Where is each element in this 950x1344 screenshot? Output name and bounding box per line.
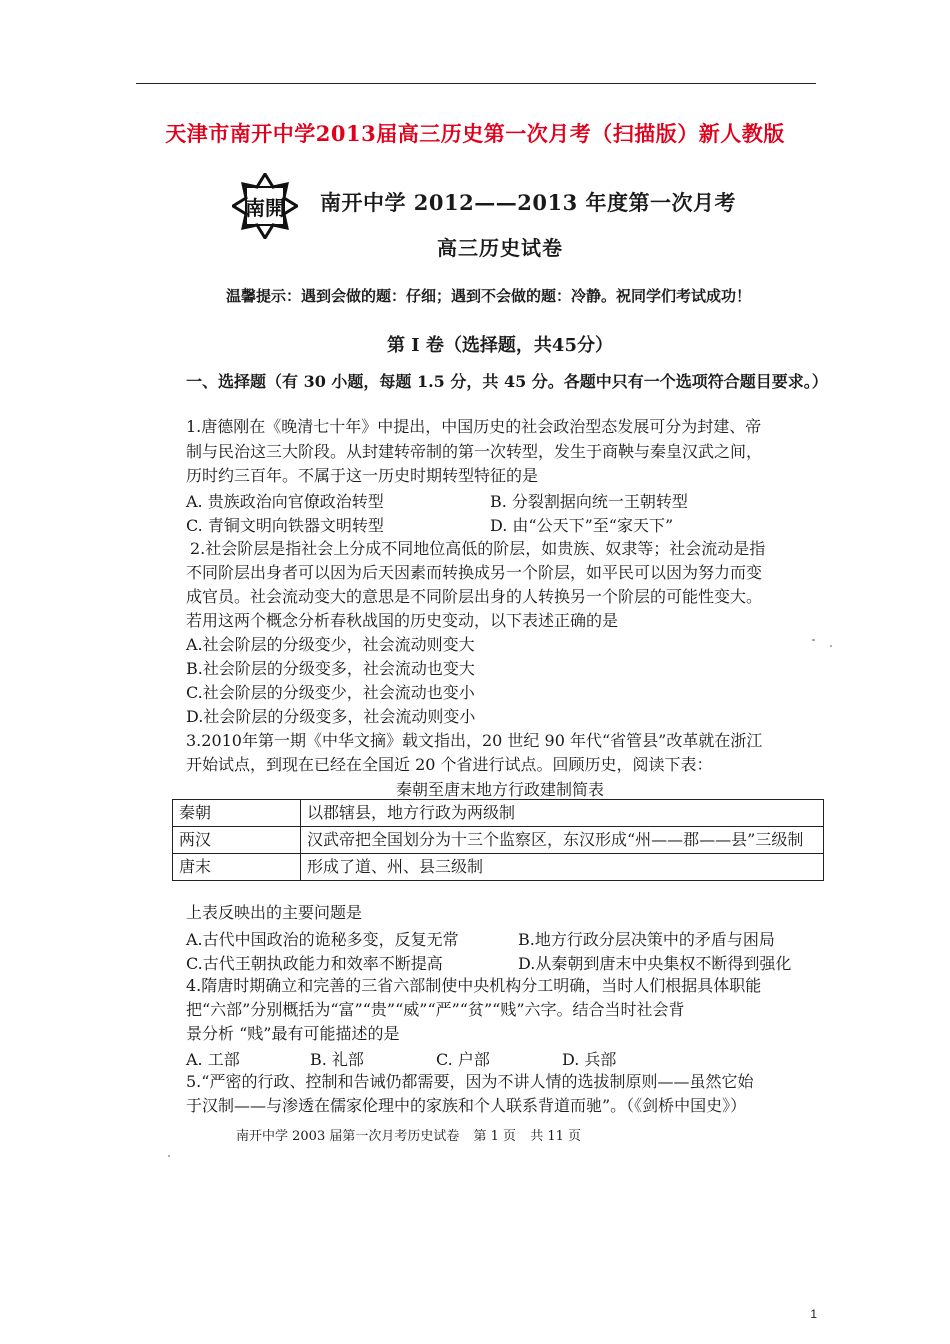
- table-cell-content: 汉武帝把全国划分为十三个监察区，东汉形成“州——郡——县”三级制: [301, 827, 824, 854]
- scanned-exam-page: [150, 165, 850, 1185]
- q1-option-d: D. 由“公天下”至“家天下”: [490, 516, 674, 535]
- q2-option-d: D.社会阶层的分级变多，社会流动则变小: [186, 707, 476, 726]
- q5-line-1: 5.“严密的行政、控制和告诫仍都需要，因为不讲人情的选拔制原则——虽然它始: [186, 1072, 754, 1091]
- q1-option-a: A. 贵族政治向官僚政治转型: [186, 492, 384, 511]
- q1-option-b: B. 分裂割据向统一王朝转型: [490, 492, 688, 511]
- q1-line-3: 历时约三百年。不属于这一历史时期转型特征的是: [186, 466, 539, 485]
- section-title: 第 I 卷（选择题，共45分）: [386, 335, 613, 356]
- q2-line-4: 若用这两个概念分析春秋战国的历史变动，以下表述正确的是: [186, 611, 619, 630]
- q2-option-c: C.社会阶层的分级变少，社会流动也变小: [186, 683, 475, 702]
- table-cell-period: 秦朝: [173, 800, 301, 827]
- table-row: [173, 854, 824, 881]
- scan-speck: [812, 639, 815, 641]
- q4-option-c: C. 户部: [436, 1050, 490, 1069]
- footer-label: 南开中学 2003 届第一次月考历史试卷: [236, 1129, 460, 1144]
- q4-option-b: B. 礼部: [310, 1050, 364, 1069]
- q3-option-d: D.从秦朝到唐末中央集权不断得到强化: [518, 954, 792, 973]
- q4-line-3: 景分析 “贱”最有可能描述的是: [186, 1024, 400, 1043]
- footer-page: 第 1 页: [473, 1129, 517, 1144]
- q3-line-2: 开始试点，到现在已经在全国近 20 个省进行试点。回顾历史，阅读下表：: [186, 755, 713, 774]
- q4-line-2: 把“六部”分别概括为“富”“贵”“威”“严”“贫”“贱”六字。结合当时社会背: [186, 1000, 685, 1019]
- q2-line-2: 不同阶层出身者可以因为后天因素而转换成另一个阶层，如平民可以因为努力而变: [186, 563, 763, 582]
- q5-line-2: 于汉制——与渗透在儒家伦理中的家族和个人联系背道而驰”。（《剑桥中国史》）: [186, 1096, 747, 1115]
- table-row: [173, 800, 824, 827]
- q3-option-b: B.地方行政分层决策中的矛盾与困局: [518, 930, 775, 949]
- q3-question: 上表反映出的主要问题是: [186, 903, 363, 922]
- q4-option-d: D. 兵部: [562, 1050, 617, 1069]
- q2-line-1: 2.社会阶层是指社会上分成不同地位高低的阶层，如贵族、奴隶等；社会流动是指: [190, 539, 766, 558]
- table-cell-content: 形成了道、州、县三级制: [301, 854, 824, 881]
- table-cell-content: 以郡辖县，地方行政为两级制: [301, 800, 824, 827]
- subject-title: 高三历史试卷: [437, 236, 563, 260]
- exam-title: 南开中学 2012——2013 年度第一次月考: [320, 190, 737, 215]
- q1-line-2: 制与民治这三大阶段。从封建转帝制的第一次转型，发生于商鞅与秦皇汉武之间，: [186, 442, 763, 461]
- q2-line-3: 成官员。社会流动变大的意思是不同阶层出身的人转换另一个阶层的可能性变大。: [186, 587, 763, 606]
- table-caption: 秦朝至唐末地方行政建制简表: [395, 780, 604, 799]
- q4-option-a: A. 工部: [186, 1050, 240, 1069]
- header-rule: [136, 83, 816, 84]
- admin-system-table: [172, 799, 824, 881]
- table-row: [173, 827, 824, 854]
- q2-option-b: B.社会阶层的分级变多，社会流动也变大: [186, 659, 475, 678]
- page-number: 1: [810, 1307, 817, 1321]
- table-cell-period: 唐末: [173, 854, 301, 881]
- q3-option-c: C.古代王朝执政能力和效率不断提高: [186, 954, 443, 973]
- table-cell-period: 两汉: [173, 827, 301, 854]
- tip-text: 温馨提示：遇到会做的题：仔细；遇到不会做的题：冷静。祝同学们考试成功！: [226, 287, 752, 305]
- q2-option-a: A.社会阶层的分级变少，社会流动则变大: [186, 635, 475, 654]
- q3-option-a: A.古代中国政治的诡秘多变，反复无常: [186, 930, 459, 949]
- footer-total: 共 11 页: [530, 1129, 581, 1144]
- seal-text: 南開: [245, 196, 285, 220]
- scan-speck: [168, 1155, 170, 1157]
- instruction-text: 一、选择题（有 30 小题，每题 1.5 分，共 45 分。各题中只有一个选项符合题目要求。）: [186, 372, 828, 391]
- school-seal-logo: [232, 173, 298, 239]
- document-title: 天津市南开中学2013届高三历史第一次月考（扫描版）新人教版: [165, 121, 785, 146]
- q3-line-1: 3.2010年第一期《中华文摘》载文指出，20 世纪 90 年代“省管县”改革就在浙江: [186, 731, 763, 750]
- q1-option-c: C. 青铜文明向铁器文明转型: [186, 516, 384, 535]
- q1-line-1: 1.唐德刚在《晚清七十年》中提出，中国历史的社会政治型态发展可分为封建、帝: [186, 417, 762, 436]
- scan-footer: [236, 1125, 591, 1144]
- scan-speck: [830, 645, 832, 647]
- q4-line-1: 4.隋唐时期确立和完善的三省六部制使中央机构分工明确，当时人们根据具体职能: [186, 976, 762, 995]
